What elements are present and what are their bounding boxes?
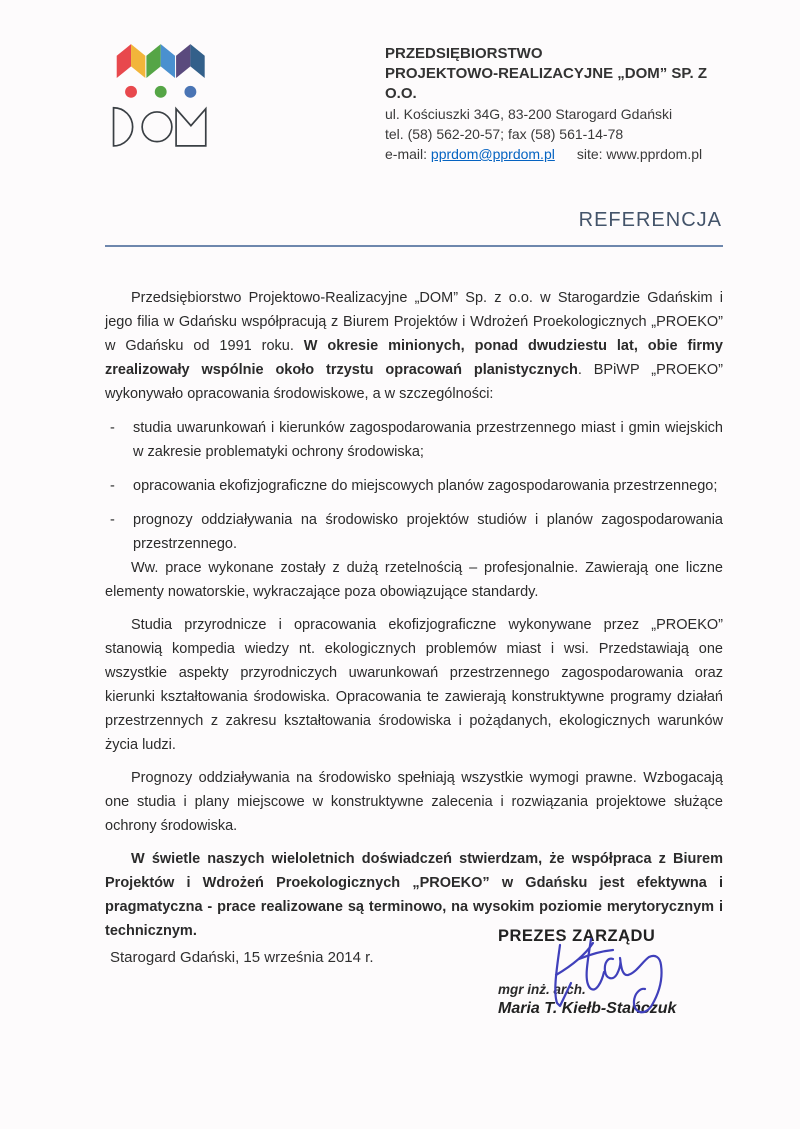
signer-name: Maria T. Kiełb-Stańczuk: [498, 1000, 677, 1017]
list-item: [105, 416, 723, 464]
letterhead: [385, 44, 725, 164]
signature-strokes: [555, 939, 661, 1012]
paragraph-intro: Przedsiębiorstwo Projektowo-Realizacyjne „DOM” Sp. z o.o. w Starogardzie Gdańskim i jego filia w Gdańsku współpracują z Biurem Projektów i Wdrożeń Proekologicznych „PROEKO” w Gdańsku od 1991 roku. W okresie minionych, ponad dwudziestu lat, obie firmy zrealizowały wspólnie około trzystu opracowań planistycznych. BPiWP „PROEKO” wykonywało opracowania środowiskowe, a w szczególności:: [105, 290, 723, 402]
paragraph-forecasts: Prognozy oddziaływania na środowisko spełniają wszystkie wymogi prawne. Wzbogacają one studia i plany miejscowe w konstruktywne zalecenia i rozwiązania projektowe służące ochrony środowiska.: [105, 770, 723, 834]
bullet-dash: -: [110, 478, 115, 494]
logo-house2-right-panel: [161, 44, 175, 78]
logo-letter-d: [114, 108, 133, 146]
company-name-line2: PROJEKTOWO-REALIZACYJNE „DOM” SP. Z O.O.: [385, 65, 707, 102]
list-item: [105, 508, 723, 556]
logo-house1-right-panel: [131, 44, 145, 78]
paragraph-quality: Ww. prace wykonane zostały z dużą rzetelnością – profesjonalnie. Zawierają one liczne elementy nowatorskie, wykraczające poza obowiązujące standardy.: [105, 560, 723, 600]
company-address: ul. Kościuszki 34G, 83-200 Starogard Gdański: [385, 106, 673, 122]
logo-house1-left-panel: [117, 44, 131, 78]
logo-dot-red: [125, 86, 137, 98]
paragraph-studies: Studia przyrodnicze i opracowania ekofizjograficzne wykonywane przez „PROEKO” stanowią kompedia wiedzy nt. ekologicznych problemów miast i wsi. Przedstawiają one wszystkie aspekty przyrodniczych uwarunkowań przestrzennego zagospodarowania oraz kierunki kształtowania środowiska. Opracowania te zawierają konstruktywne programy działań przestrzennych z zakresu kształtowania środowiska i pożądanych, ekologicznych warunków życia ludzi.: [105, 617, 723, 753]
company-phone: tel. (58) 562-20-57; fax (58) 561-14-78: [385, 126, 624, 142]
company-name-line1: PRZEDSIĘBIORSTWO: [385, 45, 543, 62]
email-label: e-mail:: [385, 146, 431, 162]
paragraph-conclusion: W świetle naszych wieloletnich doświadczeń stwierdzam, że współpraca z Biurem Projektów i Wdrożeń Proekologicznych „PROEKO” w Gdańsku jest efektywna i pragmatyczna - prace realizowane są terminowo, na wysokim poziomie merytorycznym i technicznym.: [105, 851, 723, 939]
signer-title: PREZES ZARZĄDU: [498, 927, 656, 945]
logo-dot-green: [155, 86, 167, 98]
signer-degree: mgr inż. arch.: [498, 982, 586, 997]
bullet-list: [105, 416, 723, 556]
handwritten-signature: [533, 931, 673, 1023]
list-item-text: prognozy oddziaływania na środowisko projektów studiów i planów zagospodarowania przestrzennego.: [133, 512, 723, 552]
website-text: site: www.pprdom.pl: [576, 146, 703, 162]
place-and-date: Starogard Gdański, 15 września 2014 r.: [110, 949, 374, 966]
scan-edge: [0, 1129, 800, 1141]
letter-body: [105, 286, 723, 943]
bullet-dash: -: [110, 420, 115, 436]
list-item-text: opracowania ekofizjograficzne do miejscowych planów zagospodarowania przestrzennego;: [133, 478, 718, 494]
email-link[interactable]: pprdom@pprdom.pl: [430, 146, 555, 162]
list-item: [105, 474, 723, 498]
logo-letter-m: [176, 109, 206, 146]
bullet-dash: -: [110, 512, 115, 528]
logo-house3-right-panel: [190, 44, 204, 78]
document-title: REFERENCJA: [578, 209, 722, 231]
list-item-text: studia uwarunkowań i kierunków zagospodarowania przestrzennego miast i gmin wiejskich w zakresie problematyki ochrony środowiska;: [133, 420, 723, 460]
company-contact-row: [385, 144, 725, 164]
logo-house2-left-panel: [146, 44, 160, 78]
logo-letter-o: [142, 112, 172, 142]
company-logo: [104, 42, 210, 148]
title-divider-line: [105, 245, 723, 247]
logo-dot-blue: [184, 86, 196, 98]
logo-house3-left-panel: [176, 44, 190, 78]
